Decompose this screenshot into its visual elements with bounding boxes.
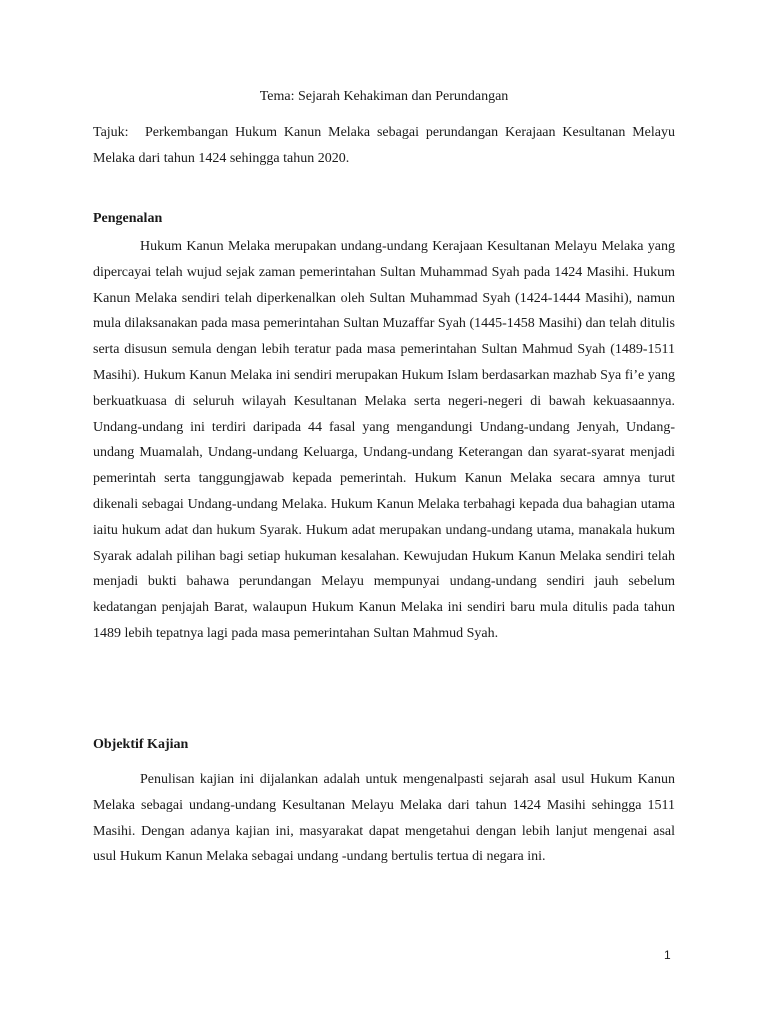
title-label: Tajuk: [93,125,129,140]
section-paragraph-pengenalan: Hukum Kanun Melaka merupakan undang-undang Kerajaan Kesultanan Melayu Melaka yang dipercayai telah wujud sejak zaman pemerintahan Sultan Muhammad Syah pada 1424 Masihi. Hukum Kanun Melaka sendiri telah diperkenalkan oleh Sultan Muhammad Syah (1424-1444 Masihi), namun mula dilaksanakan pada masa pemerintahan Sultan Muzaffar Syah (1445-1458 Masihi) dan telah ditulis serta disusun semula dengan lebih teratur pada masa pemerintahan Sultan Mahmud Syah (1489-1511 Masihi). Hukum Kanun Melaka ini sendiri merupakan Hukum Islam berdasarkan mazhab Sya fi’e yang berkuatkuasa di seluruh wilayah Kesultanan Melaka serta negeri-negeri di bawah kekuasaannya. Undang-undang ini terdiri daripada 44 fasal yang mengandungi Undang-undang Jenyah, Undang-undang Muamalah, Undang-undang Keluarga, Undang-undang Keterangan dan syarat-syarat menjadi pemerintah serta tanggungjawab kepada pemerintah. Hukum Kanun Melaka secara amnya turut dikenali sebagai Undang-undang Melaka. Hukum Kanun Melaka terbahagi kepada dua bahagian utama iaitu hukum adat dan hukum Syarak. Hukum adat merupakan undang-undang utama, manakala hukum Syarak adalah pilihan bagi setiap hukuman kesalahan. Kewujudan Hukum Kanun Melaka sendiri telah menjadi bukti bahawa perundangan Melayu mempunyai undang-undang sendiri jauh sebelum kedatangan penjajah Barat, walaupun Hukum Kanun Melaka ini sendiri baru mula ditulis pada tahun 1489 lebih tepatnya lagi pada masa pemerintahan Sultan Mahmud Syah. [93,239,675,641]
document-theme: Tema: Sejarah Kehakiman dan Perundangan [259,89,509,104]
document-title-block [93,120,675,172]
section-heading-pengenalan: Pengenalan [93,211,163,226]
section-paragraph-objektif-kajian: Penulisan kajian ini dijalankan adalah untuk mengenalpasti sejarah asal usul Hukum Kanun Melaka sebagai undang-undang Kesultanan Melayu Melaka dari tahun 1424 Masihi sehingga 1511 Masihi. Dengan adanya kajian ini, masyarakat dapat mengetahui dengan lebih lanjut mengenai asal usul Hukum Kanun Melaka sebagai undang -undang bertulis tertua di negara ini. [93,772,675,865]
title-text: Perkembangan Hukum Kanun Melaka sebagai perundangan Kerajaan Kesultanan Melayu Melaka dari tahun 1424 sehingga tahun 2020. [93,125,675,166]
section-heading-objektif-kajian: Objektif Kajian [93,737,189,752]
page-number: 1 [664,948,671,962]
